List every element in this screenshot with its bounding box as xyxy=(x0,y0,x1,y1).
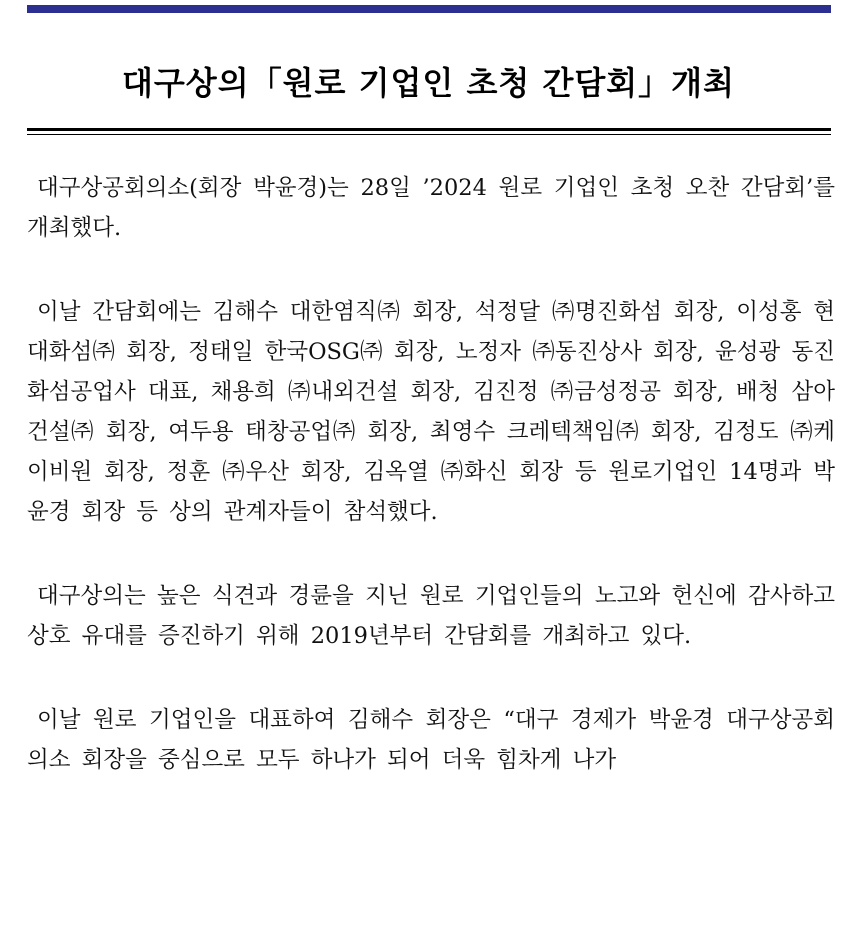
document-title: 대구상의「원로 기업인 초청 간담회」개최 xyxy=(121,64,735,102)
title-divider-thin xyxy=(27,134,831,135)
article-body xyxy=(27,168,835,824)
paragraph-3: 대구상의는 높은 식견과 경륜을 지닌 원로 기업인들의 노고와 헌신에 감사하고 상호 유대를 증진하기 위해 2019년부터 간담회를 개최하고 있다. xyxy=(27,583,835,649)
header-accent-bar xyxy=(27,5,831,13)
paragraph-4: 이날 원로 기업인을 대표하여 김해수 회장은 “대구 경제가 박윤경 대구상공회의소 회장을 중심으로 모두 하나가 되어 더욱 힘차게 나가 xyxy=(27,707,835,773)
paragraph-2: 이날 간담회에는 김해수 대한염직㈜ 회장, 석정달 ㈜명진화섬 회장, 이성홍 현대화섬㈜ 회장, 정태일 한국OSG㈜ 회장, 노정자 ㈜동진상사 회장, 윤성광 동진화섬공업사 대표, 채용희 ㈜내외건설 회장, 김진정 ㈜금성정공 회장, 배청 삼아건설㈜ 회장, 여두용 태창공업㈜ 회장, 최영수 크레텍책임㈜ 회장, 김정도 ㈜케이비원 회장, 정훈 ㈜우산 회장, 김옥열 ㈜화신 회장 등 원로기업인 14명과 박윤경 회장 등 상의 관계자들이 참석했다. xyxy=(27,299,835,525)
title-divider-thick xyxy=(27,128,831,131)
paragraph-1: 대구상공회의소(회장 박윤경)는 28일 ’2024 원로 기업인 초청 오찬 간담회’를 개최했다. xyxy=(27,175,835,241)
